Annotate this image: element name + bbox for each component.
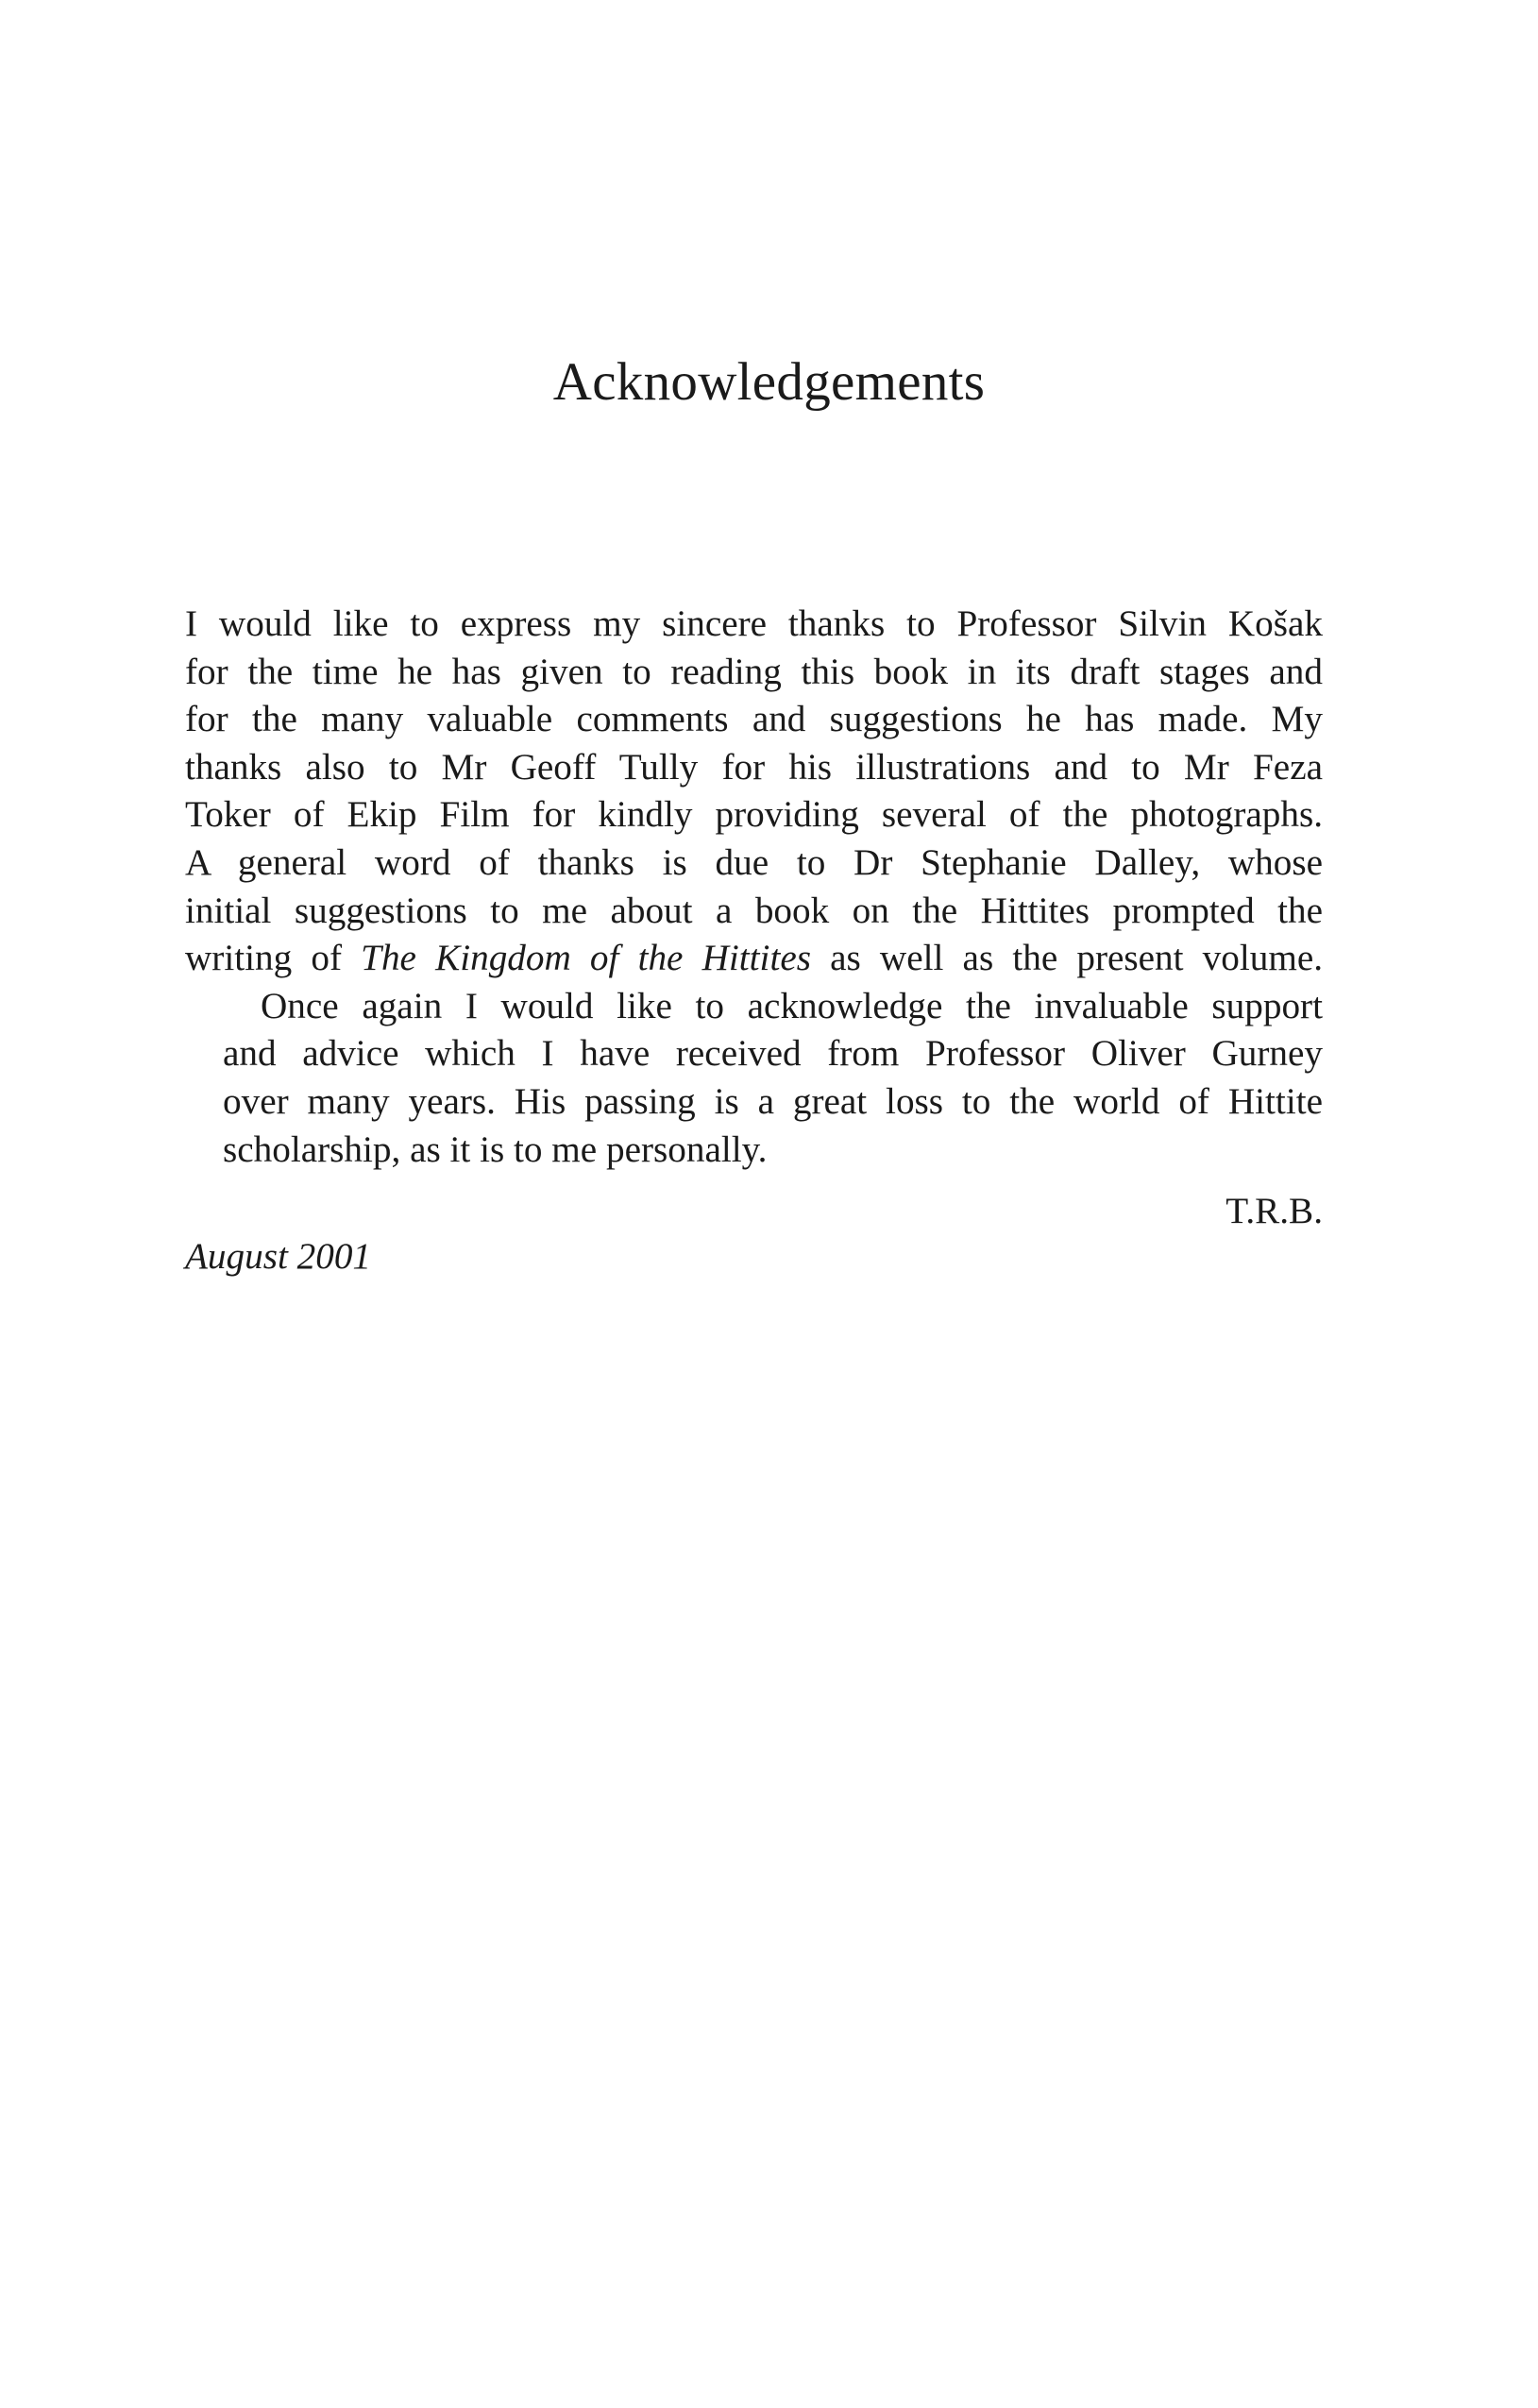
text-line: thanks also to Mr Geoff Tully for his illustrations and to Mr Feza bbox=[185, 746, 1323, 788]
text-line: and advice which I have received from Professor Oliver Gurney bbox=[223, 1033, 1323, 1075]
text-line: initial suggestions to me about a book on the Hittites prompted the bbox=[185, 890, 1323, 931]
text-line: over many years. His passing is a great loss to the world of Hittite bbox=[223, 1080, 1323, 1122]
text-line: I would like to express my sincere thanks to Professor Silvin Košak bbox=[185, 603, 1323, 644]
page-title: Acknowledgements bbox=[552, 352, 986, 412]
text-line: A general word of thanks is due to Dr Stephanie Dalley, whose bbox=[185, 841, 1323, 883]
text-line: scholarship, as it is to me personally. bbox=[223, 1128, 768, 1170]
date-line: August 2001 bbox=[185, 1236, 372, 1277]
acknowledgements-body bbox=[185, 601, 1323, 1174]
text-line: Once again I would like to acknowledge the invaluable support bbox=[261, 985, 1323, 1026]
text-segment: as well as the present volume. bbox=[810, 938, 1324, 979]
text-line bbox=[185, 935, 1323, 983]
text-line: for the time he has given to reading this book in its draft stages and bbox=[185, 651, 1323, 692]
paragraph-1 bbox=[185, 601, 1323, 983]
book-title: The Kingdom of the Hittites bbox=[361, 938, 811, 979]
author-initials: T.R.B. bbox=[1225, 1191, 1323, 1231]
text-line: Toker of Ekip Film for kindly providing several of the photographs. bbox=[185, 794, 1323, 836]
text-line: for the many valuable comments and suggestions he has made. My bbox=[185, 699, 1323, 740]
text-segment: writing of bbox=[185, 938, 362, 979]
paragraph-2 bbox=[185, 983, 1323, 1174]
